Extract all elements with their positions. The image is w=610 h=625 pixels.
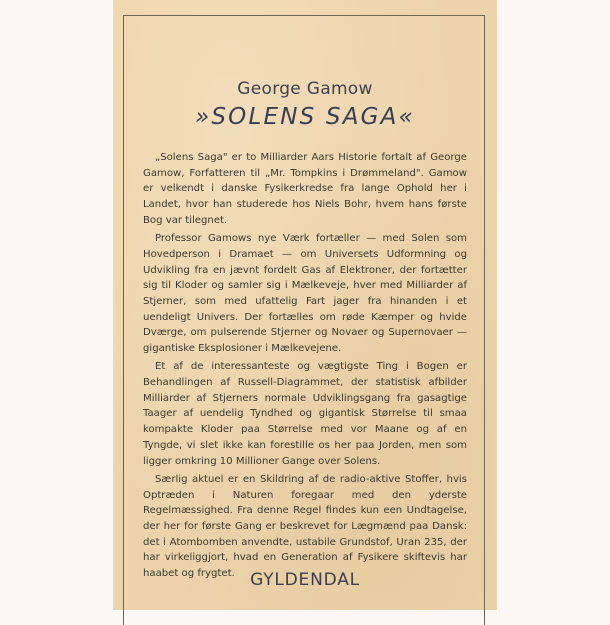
book-title: »SOLENS SAGA« <box>194 104 416 130</box>
description-text <box>143 150 467 584</box>
publisher-name: GYLDENDAL <box>250 570 360 590</box>
author-name: George Gamow <box>237 79 373 99</box>
paragraph-radioactive: Særlig aktuel er en Skildring af de radio-aktive Stoffer, hvis Optræden i Naturen foregaar med den yderste Regelmæssighed. Fra denne Regel findes kun een Undtagelse, der her for første Gang er beskrevet for Lægmænd paa Dansk: det i Atombomben anvendte, ustabile Grundstof, Uran 235, der har virkeliggjort, hvad en Generation af Fysikere skiftevis har haabet og frygtet. <box>143 473 467 580</box>
paragraph-universe: Professor Gamows nye Værk fortæller — med Solen som Hovedperson i Dramaet — om Universets Udformning og Udvikling fra en jævnt fordelt Gas af Elektroner, der fortætter sig til Kloder og samler sig i Mælkeveje, hver med Milliarder af Stjerner, som med ufattelig Fart jager fra hinanden i et uendeligt Univers. Der fortælles om røde Kæmper og hvide Dværge, om pulserende Stjerner og Novaer og Supernovaer — gigantiske Eksplosioner i Mælkevejene. <box>143 233 467 355</box>
paragraph-russell-diagram: Et af de interessanteste og vægtigste Ting i Bogen er Behandlingen af Russell-Diagrammet, der statistisk afbilder Milliarder af Stjerners normale Udviklingsgang fra gasagtige Taager af uendelig Tyndhed og gigantisk Størrelse til smaa kompakte Kloder paa Størrelse med vor Maane og af en Tyngde, vi slet ikke kan forestille os her paa Jorden, men som ligger omkring 10 Millioner Gange over Solens. <box>143 361 467 467</box>
paragraph-intro: „Solens Saga" er to Milliarder Aars Historie fortalt af George Gamow, Forfatteren til „Mr. Tompkins i Drømmeland". Gamow er velkendt i danske Fysikerkredse fra lange Ophold her i Landet, hvor han studerede hos Niels Bohr, hvem hans første Bog var tilegnet. <box>143 152 467 226</box>
book-flap-page <box>113 0 497 610</box>
